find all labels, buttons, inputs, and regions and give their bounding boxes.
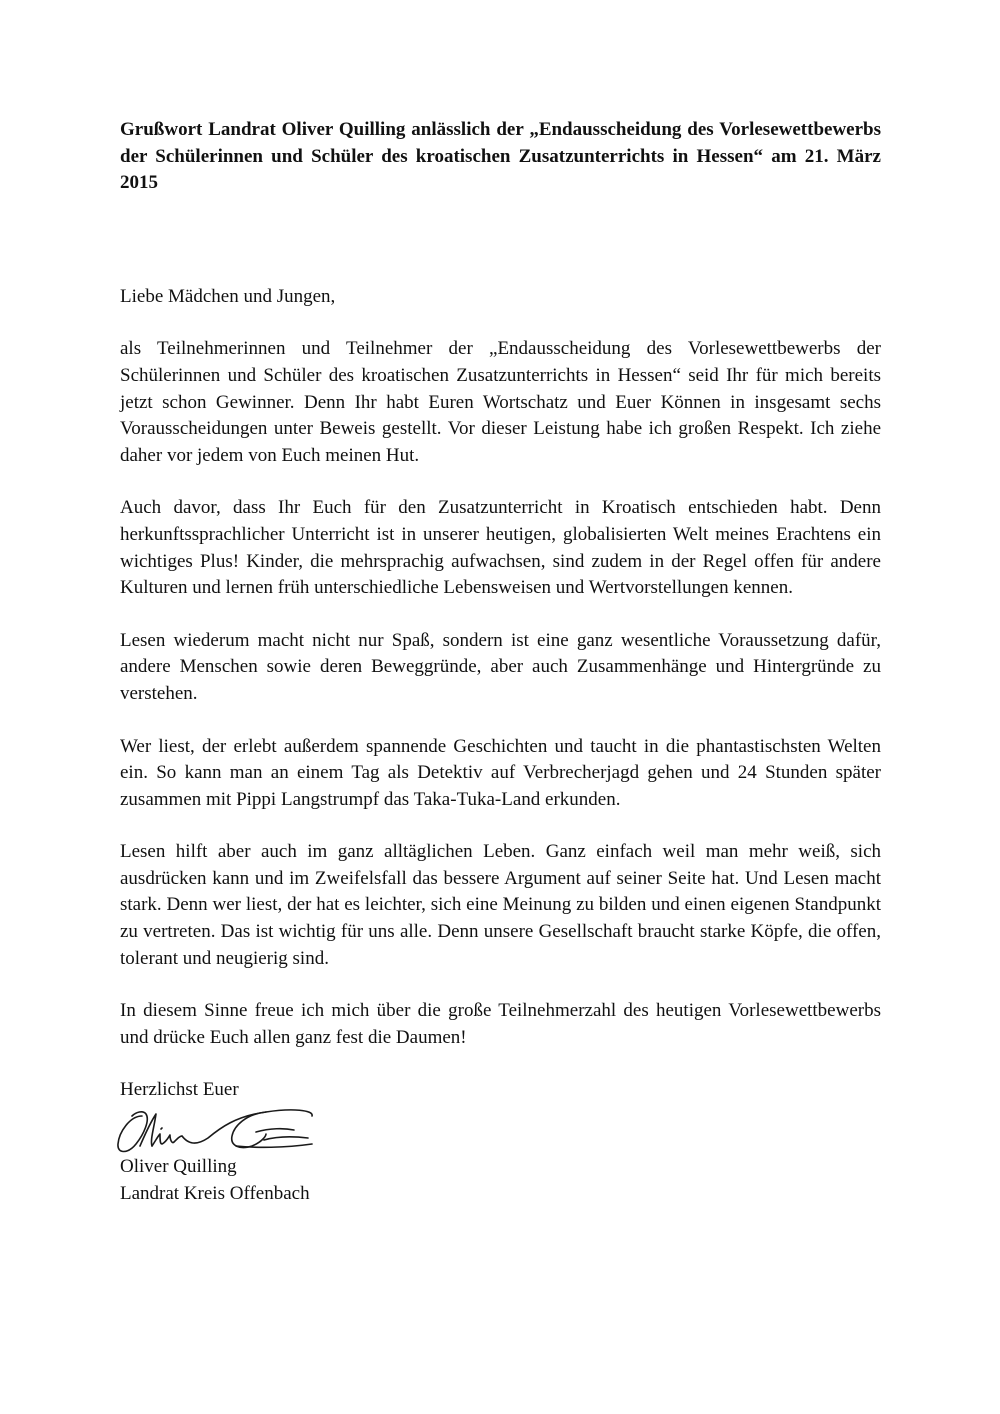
closing-phrase: Herzlichst Euer: [120, 1079, 239, 1101]
signature-image: [116, 1102, 326, 1160]
letter-content: [120, 117, 881, 1207]
paragraph-5: Lesen hilft aber auch im ganz alltäglichen Leben. Ganz einfach weil man mehr weiß, sich ausdrücken kann und im Zweifelsfall das bessere Argument auf seiner Seite hat. Und Lesen macht stark. Denn wer liest, der hat es leichter, sich eine Meinung zu bilden und einen eigenen Standpunkt zu vertreten. Das ist wichtig für uns alle. Denn unsere Gesellschaft braucht starke Köpfe, die offen, tolerant und neugierig sind.: [120, 841, 881, 969]
signer-title: Landrat Kreis Offenbach: [120, 1182, 310, 1204]
letter-title: Grußwort Landrat Oliver Quilling anlässlich der „Endausscheidung des Vorlesewettbewerbs der Schülerinnen und Schüler des kroatischen Zusatzunterrichts in Hessen“ am 21. März 2015: [120, 119, 881, 194]
salutation: Liebe Mädchen und Jungen,: [120, 285, 336, 307]
paragraph-6: In diesem Sinne freue ich mich über die große Teilnehmerzahl des heutigen Vorlesewettbewerbs und drücke Euch allen ganz fest die Daumen!: [120, 1000, 881, 1048]
paragraph-2: Auch davor, dass Ihr Euch für den Zusatzunterricht in Kroatisch entschieden habt. Denn herkunftssprachlicher Unterricht ist in unserer heutigen, globalisierten Welt meines Erachtens ein wichtiges Plus! Kinder, die mehrsprachig aufwachsen, sind zudem in der Regel offen für andere Kulturen und lernen früh unterschiedliche Lebensweisen und Wertvorstellungen kennen.: [120, 497, 881, 599]
paragraph-1: als Teilnehmerinnen und Teilnehmer der „Endausscheidung des Vorlesewettbewerbs der Schülerinnen und Schüler des kroatischen Zusatzunterrichts in Hessen“ seid Ihr für mich bereits jetzt schon Gewinner. Denn Ihr habt Euren Wortschatz und Euer Können in insgesamt sechs Vorausscheidungen unter Beweis gestellt. Vor dieser Leistung habe ich großen Respekt. Ich ziehe daher vor jedem von Euch meinen Hut.: [120, 338, 881, 466]
signer-name: Oliver Quilling: [120, 1156, 237, 1178]
closing-block: [120, 1077, 881, 1207]
paragraph-4: Wer liest, der erlebt außerdem spannende Geschichten und taucht in die phantastischsten Welten ein. So kann man an einem Tag als Detektiv auf Verbrecherjagd gehen und 24 Stunden später zusammen mit Pippi Langstrumpf das Taka-Tuka-Land erkunden.: [120, 735, 881, 810]
paragraph-3: Lesen wiederum macht nicht nur Spaß, sondern ist eine ganz wesentliche Voraussetzung dafür, andere Menschen sowie deren Beweggründe, aber auch Zusammenhänge und Hintergründe zu verstehen.: [120, 629, 881, 704]
